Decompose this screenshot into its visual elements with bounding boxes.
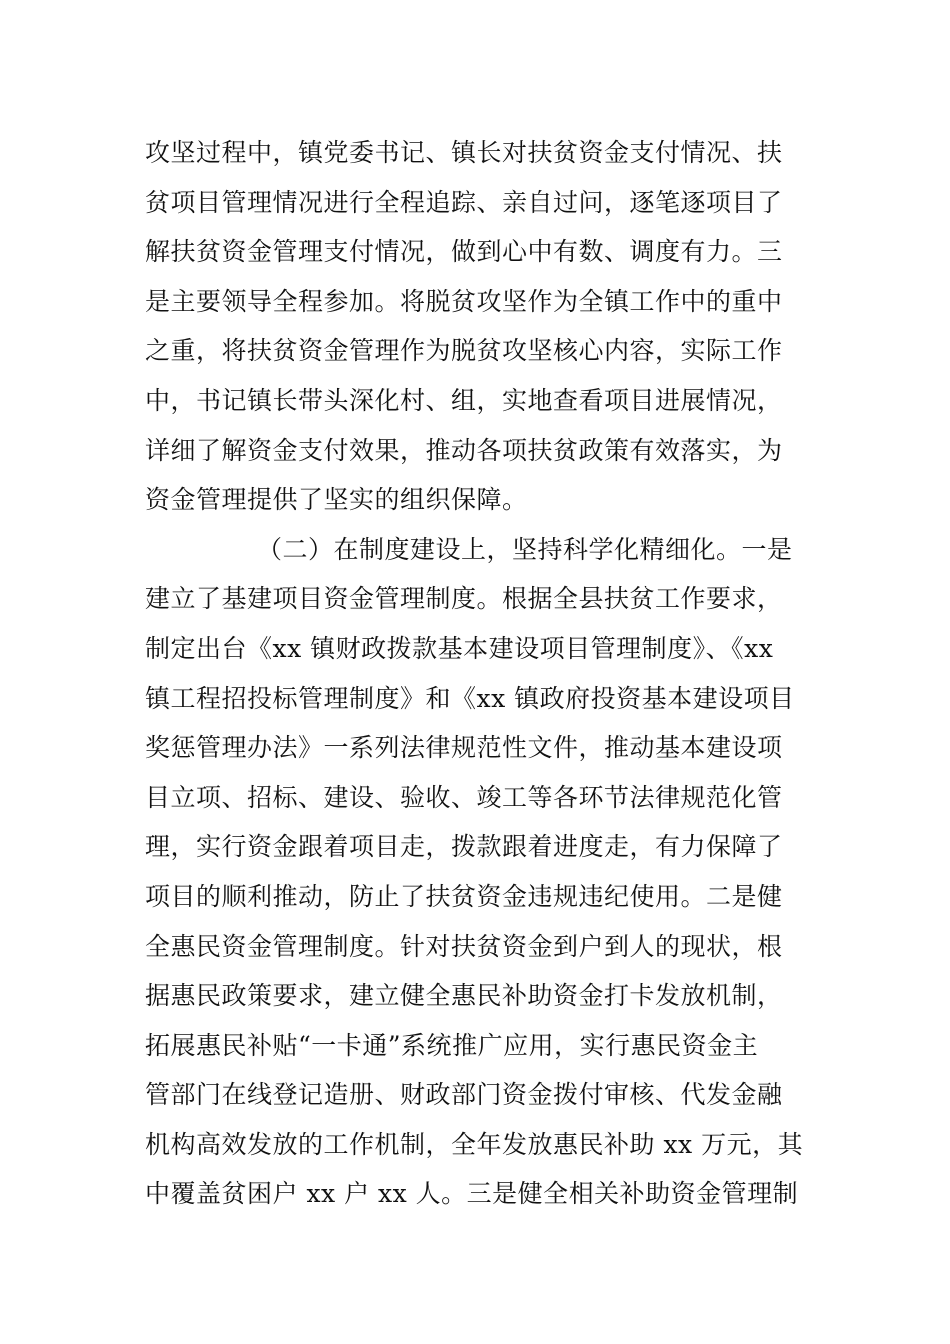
- text-line: 攻坚过程中，镇党委书记、镇长对扶贫资金支付情况、扶: [145, 138, 783, 167]
- text-line: 目立项、招标、建设、验收、竣工等各环节法律规范化管: [145, 782, 783, 812]
- text-line: 据惠民政策要求，建立健全惠民补助资金打卡发放机制，: [145, 981, 783, 1011]
- text-line: 全惠民资金管理制度。针对扶贫资金到户到人的现状，根: [145, 931, 783, 961]
- text-line: 资金管理提供了坚实的组织保障。: [145, 485, 528, 515]
- text-line: 管部门在线登记造册、财政部门资金拨付审核、代发金融: [145, 1080, 783, 1110]
- text-line: 奖惩管理办法》一系列法律规范性文件，推动基本建设项: [145, 733, 783, 763]
- text-line: 是主要领导全程参加。将脱贫攻坚作为全镇工作中的重中: [145, 286, 783, 316]
- text-line: 之重，将扶贫资金管理作为脱贫攻坚核心内容，实际工作: [145, 336, 783, 366]
- text-line: 解扶贫资金管理支付情况，做到心中有数、调度有力。三: [145, 237, 783, 267]
- text-line: 建立了基建项目资金管理制度。根据全县扶贫工作要求，: [145, 584, 783, 614]
- text-line: 制定出台《xx 镇财政拨款基本建设项目管理制度》、《xx: [145, 633, 774, 663]
- text-line: 详细了解资金支付效果，推动各项扶贫政策有效落实，为: [145, 435, 783, 465]
- text-line: 项目的顺利推动，防止了扶贫资金违规违纪使用。二是健: [145, 881, 783, 911]
- text-line: 拓展惠民补贴“一卡通”系统推广应用，实行惠民资金主: [145, 1030, 759, 1060]
- paragraph-two: [145, 525, 815, 1219]
- paragraph-heading-line: （二）在制度建设上，坚持科学化精细化。一是: [257, 534, 793, 564]
- text-line: 镇工程招投标管理制度》和《xx 镇政府投资基本建设项目: [145, 683, 795, 713]
- text-line: 中，书记镇长带头深化村、组，实地查看项目进展情况，: [145, 385, 783, 415]
- document-body: [145, 128, 815, 1219]
- text-line: 中覆盖贫困户 xx 户 xx 人。三是健全相关补助资金管理制: [145, 1179, 799, 1209]
- text-line: 贫项目管理情况进行全程追踪、亲自过问，逐笔逐项目了: [145, 187, 783, 217]
- text-line: 理，实行资金跟着项目走，拨款跟着进度走，有力保障了: [145, 832, 783, 862]
- text-line: 机构高效发放的工作机制，全年发放惠民补助 xx 万元，其: [145, 1129, 804, 1159]
- paragraph-continued: [145, 128, 815, 525]
